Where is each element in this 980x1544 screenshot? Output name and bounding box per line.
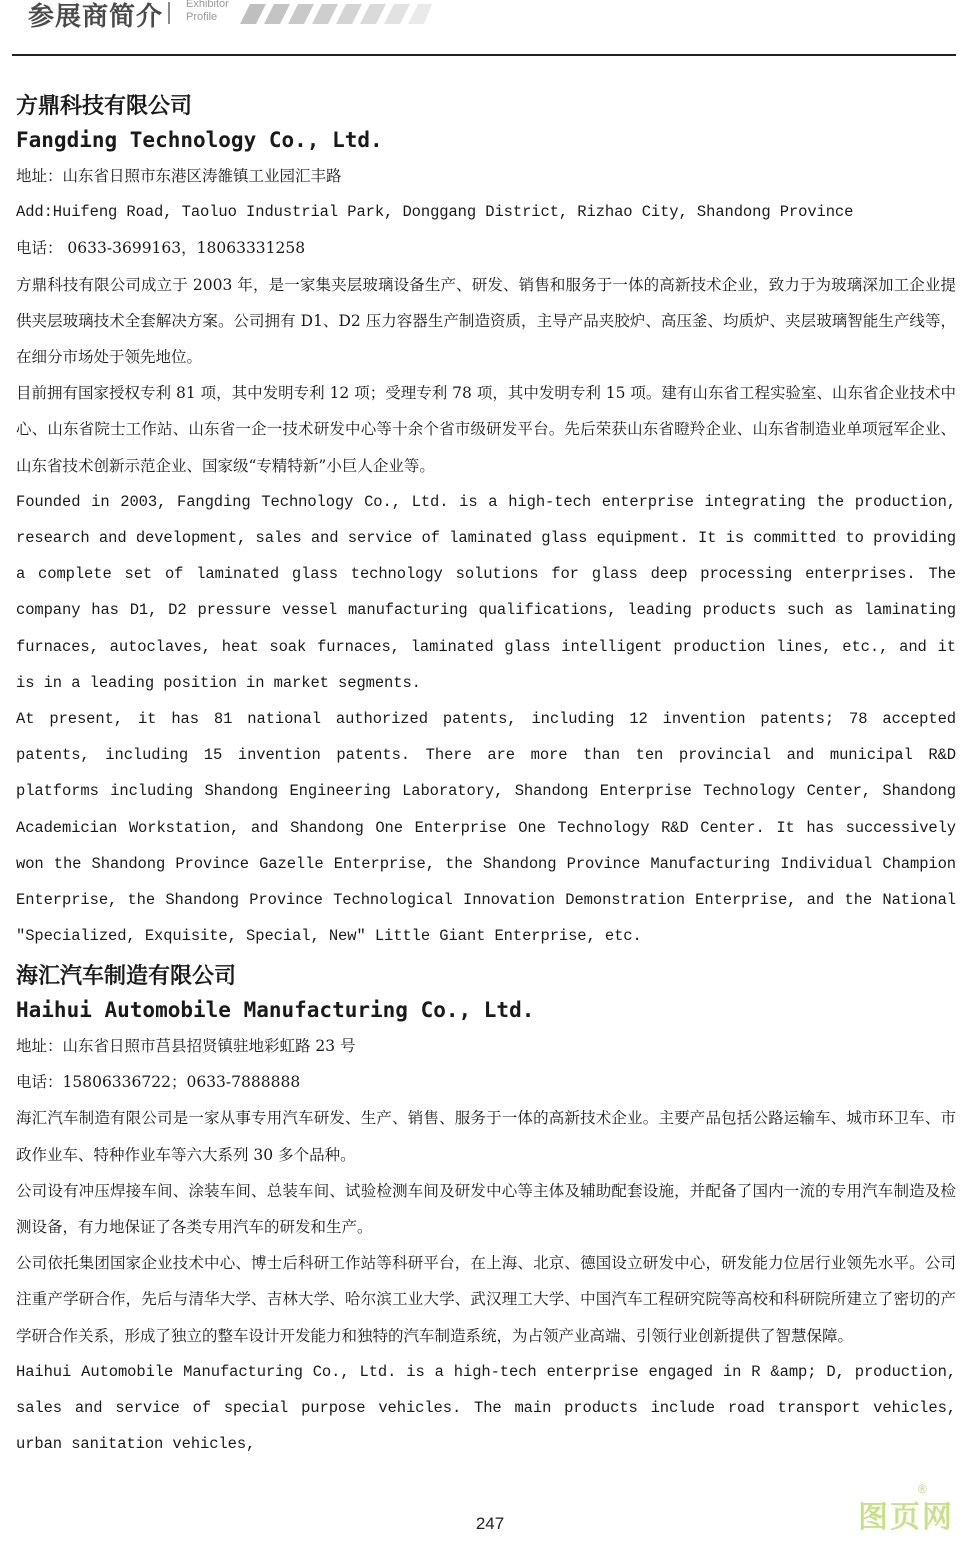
header-divider [168,2,170,24]
description-en-1: Haihui Automobile Manufacturing Co., Ltd. is a high-tech enterprise engaged in R &amp; D, production, sales and service of special purpose vehicles. The main products include road transport vehicles, urban sanitation vehicles, [16,1362,956,1454]
company-haihui [16,962,956,1462]
phone: 电话：15806336722；0633-7888888 [16,1073,301,1092]
address-en: Add:Huifeng Road, Taoluo Industrial Park, Donggang District, Rizhao City, Shandong Province [16,203,854,222]
description-cn-1: 方鼎科技有限公司成立于 2003 年，是一家集夹层玻璃设备生产、研发、销售和服务于一体的高新技术企业，致力于为玻璃深加工企业提供夹层玻璃技术全套解决方案。公司拥有 D1、D2 压力容器生产制造资质，主导产品夹胶炉、高压釜、均质炉、夹层玻璃智能生产线等，在细分市场处于领先地位。 [16,275,956,367]
watermark-logo: 图页网 [858,1500,954,1535]
description-en-1: Founded in 2003, Fangding Technology Co., Ltd. is a high-tech enterprise integrating the production, research and development, sales and service of laminated glass equipment. It is committed to providing a complete set of laminated glass technology solutions for glass deep processing enterprises. The company has D1, D2 pressure vessel manufacturing qualifications, leading products such as laminating furnaces, autoclaves, heat soak furnaces, laminated glass intelligent production lines, etc., and it is in a leading position in market segments. [16,492,956,692]
subtitle-line-1: Exhibitor [186,0,229,10]
header-rule [12,54,956,56]
company-name-cn: 海汇汽车制造有限公司 [16,964,237,989]
description-cn-2: 目前拥有国家授权专利 81 项，其中发明专利 12 项；受理专利 78 项，其中发明专利 15 项。建有山东省工程实验室、山东省企业技术中心、山东省院士工作站、山东省一企一技术研发中心等十余个省市级研发平台。先后荣获山东省瞪羚企业、山东省制造业单项冠军企业、山东省技术创新示范企业、国家级“专精特新”小巨人企业等。 [16,384,956,475]
company-fangding [16,92,956,954]
section-title: 参展商简介 [28,2,164,32]
page-header [0,0,980,56]
address-cn: 地址：山东省日照市东港区涛雒镇工业园汇丰路 [16,167,342,185]
company-name-en: Fangding Technology Co., Ltd. [16,128,383,152]
address-cn: 地址：山东省日照市莒县招贤镇驻地彩虹路 23 号 [16,1037,356,1055]
header-stripes-decoration [232,4,432,24]
section-subtitle [186,0,229,24]
page-number: 247 [475,1514,505,1533]
description-en-2: At present, it has 81 national authorized patents, including 12 invention patents; 78 accepted patents, including 15 invention patents. There are more than ten provincial and municipal R&D platforms including Shandong Engineering Laboratory, Shandong Enterprise Technology Center, Shandong Academician Workstation, and Shandong One Enterprise One Technology R&D Center. It has successively won the Shandong Province Gazelle Enterprise, the Shandong Province Manufacturing Individual Champion Enterprise, the Shandong Province Technological Innovation Demonstration Enterprise, and the National "Specialized, Exquisite, Special, New" Little Giant Enterprise, etc. [16,710,956,946]
description-cn-3: 公司依托集团国家企业技术中心、博士后科研工作站等科研平台，在上海、北京、德国设立研发中心，研发能力位居行业领先水平。公司注重产学研合作，先后与清华大学、吉林大学、哈尔滨工业大学、武汉理工大学、中国汽车工程研究院等高校和科研院所建立了密切的产学研合作关系，形成了独立的整车设计开发能力和独特的汽车制造系统，为占领产业高端、引领行业创新提供了智慧保障。 [16,1254,956,1345]
registered-mark: ® [918,1482,927,1496]
company-name-cn: 方鼎科技有限公司 [16,94,193,119]
subtitle-line-2: Profile [186,11,218,23]
phone: 电话： 0633-3699163，18063331258 [16,239,306,258]
description-cn-2: 公司设有冲压焊接车间、涂装车间、总装车间、试验检测车间及研发中心等主体及辅助配套设施，并配备了国内一流的专用汽车制造及检测设备，有力地保证了各类专用汽车的研发和生产。 [16,1181,956,1237]
company-name-en: Haihui Automobile Manufacturing Co., Ltd. [16,998,535,1022]
description-cn-1: 海汇汽车制造有限公司是一家从事专用汽车研发、生产、销售、服务于一体的高新技术企业。主要产品包括公路运输车、城市环卫车、市政作业车、特种作业车等六大系列 30 多个品种。 [16,1109,956,1164]
